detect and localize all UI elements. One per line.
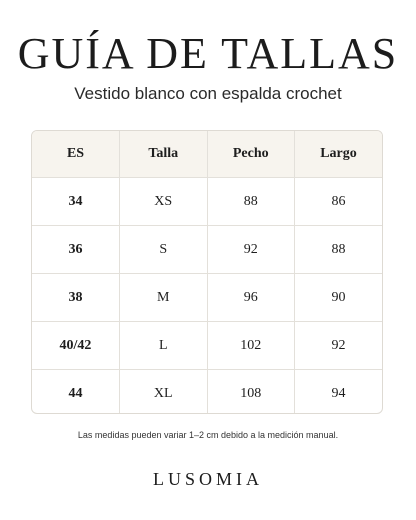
column-header-largo: Largo bbox=[295, 131, 383, 178]
cell-es: 38 bbox=[32, 274, 120, 322]
cell-pecho: 92 bbox=[207, 226, 295, 274]
cell-pecho: 102 bbox=[207, 322, 295, 370]
cell-talla: XL bbox=[120, 370, 208, 415]
cell-pecho: 96 bbox=[207, 274, 295, 322]
cell-talla: L bbox=[120, 322, 208, 370]
cell-largo: 92 bbox=[295, 322, 383, 370]
brand-logo-text: LUSOMIA bbox=[152, 469, 263, 489]
table-row bbox=[32, 226, 382, 274]
size-table bbox=[32, 131, 382, 414]
cell-largo: 94 bbox=[331, 385, 346, 401]
table-header bbox=[32, 131, 382, 178]
cell-largo: 90 bbox=[295, 274, 383, 322]
cell-largo: 86 bbox=[295, 178, 383, 226]
cell-largo: 88 bbox=[295, 226, 383, 274]
cell-talla: XS bbox=[120, 178, 208, 226]
page-subtitle: Vestido blanco con espalda crochet bbox=[74, 84, 342, 103]
table-header-row bbox=[32, 131, 382, 178]
cell-pecho: 108 bbox=[207, 370, 295, 415]
page-title: GUÍA DE TALLAS bbox=[17, 29, 399, 78]
measurement-note: Las medidas pueden variar 1–2 cm debido a la medición manual. bbox=[77, 430, 339, 440]
cell-es: 44 bbox=[32, 370, 120, 415]
table-row bbox=[32, 178, 382, 226]
table-row bbox=[32, 370, 382, 415]
cell-es: 34 bbox=[32, 178, 120, 226]
column-header-talla: Talla bbox=[120, 131, 208, 178]
size-table-container bbox=[31, 130, 383, 414]
table-row bbox=[32, 274, 382, 322]
cell-es: 36 bbox=[32, 226, 120, 274]
cell-talla: S bbox=[120, 226, 208, 274]
cell-es: 40/42 bbox=[32, 322, 120, 370]
table-row bbox=[32, 322, 382, 370]
cell-pecho: 88 bbox=[207, 178, 295, 226]
column-header-es: ES bbox=[32, 131, 120, 178]
column-header-pecho: Pecho bbox=[207, 131, 295, 178]
table-body bbox=[32, 178, 382, 415]
cell-talla: M bbox=[120, 274, 208, 322]
